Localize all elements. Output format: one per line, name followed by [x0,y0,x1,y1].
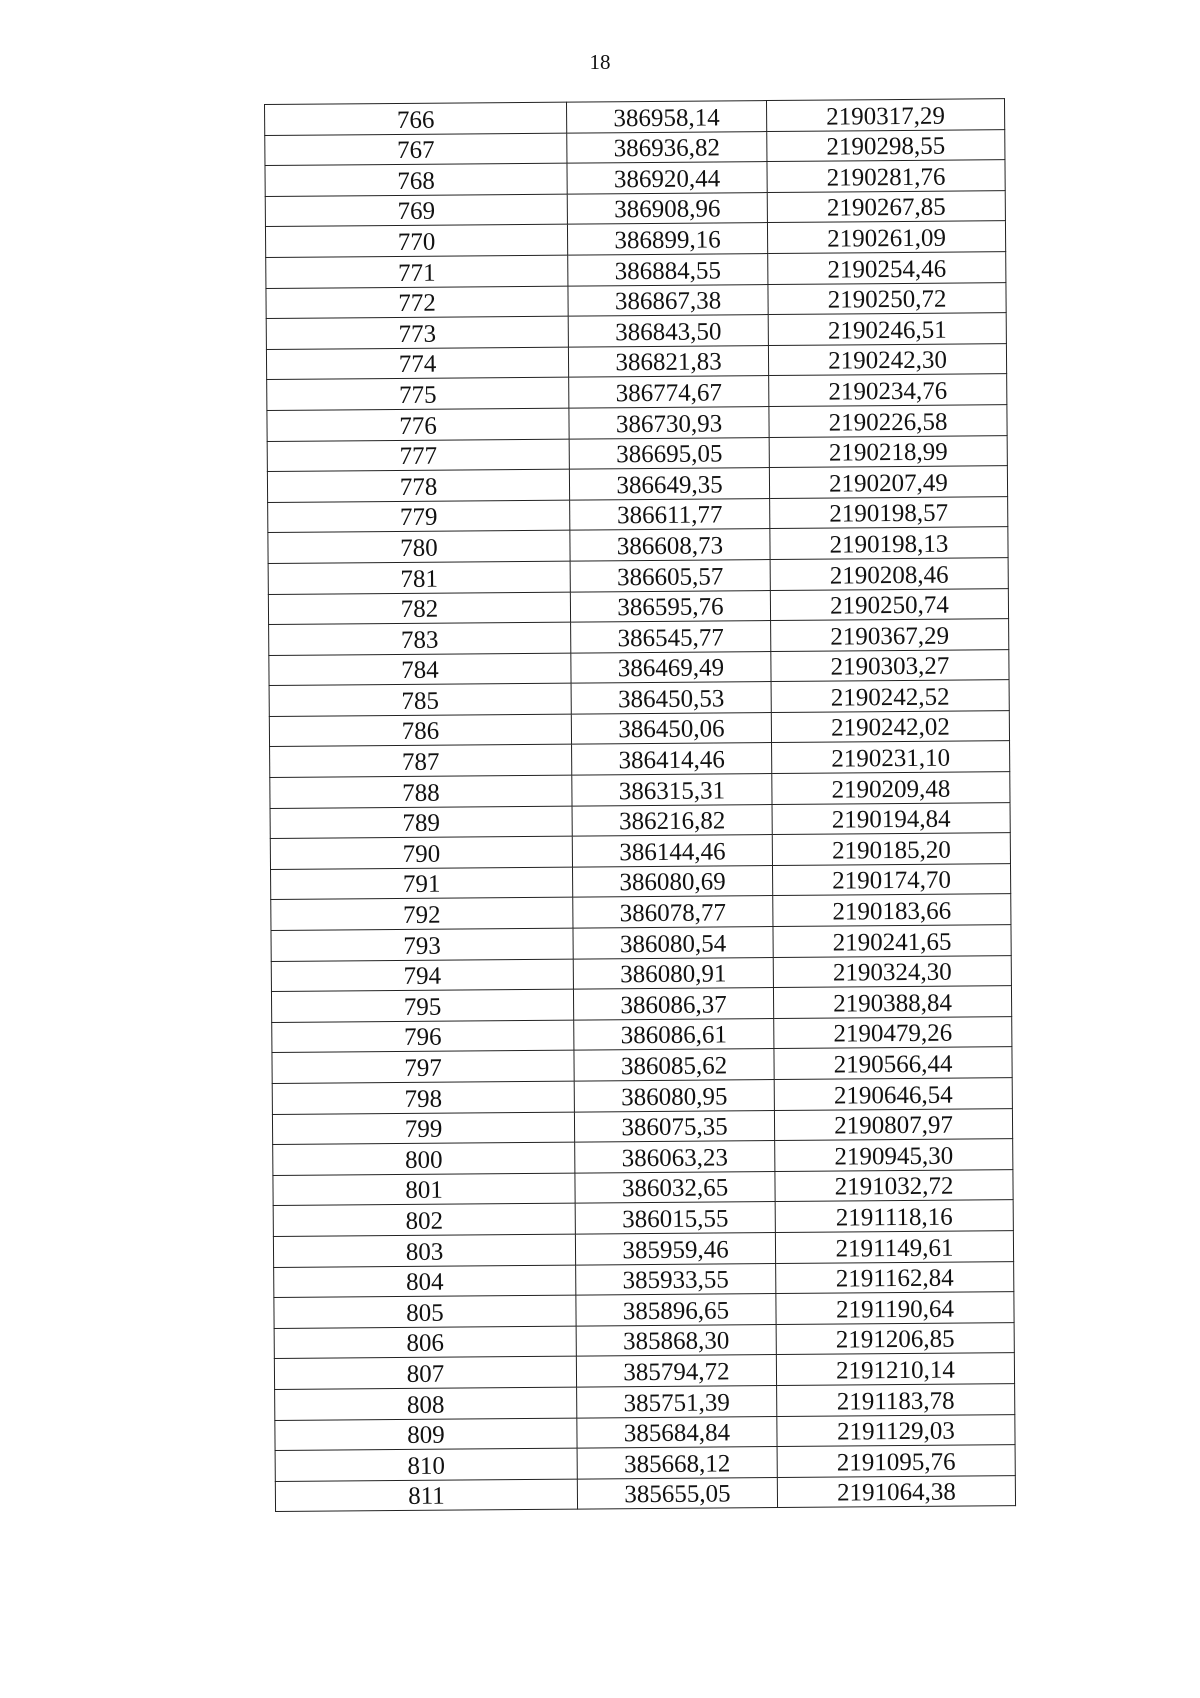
point-number-cell: 795 [271,989,573,1022]
y-coordinate-cell: 2190254,46 [768,252,1006,284]
x-coordinate-cell: 385668,12 [577,1447,777,1479]
table-row [268,496,1008,532]
y-coordinate-cell: 2191118,16 [775,1200,1013,1232]
x-coordinate-cell: 386867,38 [568,284,768,316]
x-coordinate-cell: 385933,55 [576,1263,776,1295]
point-number-cell: 798 [272,1081,574,1114]
table-row [267,435,1007,471]
y-coordinate-cell: 2190281,76 [767,160,1005,192]
y-coordinate-cell: 2190807,97 [774,1108,1012,1140]
x-coordinate-cell: 386821,83 [568,345,768,377]
y-coordinate-cell: 2191183,78 [777,1384,1015,1416]
y-coordinate-cell: 2190267,85 [767,190,1005,222]
y-coordinate-cell: 2190194,84 [772,802,1010,834]
point-number-cell: 770 [265,224,567,257]
y-coordinate-cell: 2190218,99 [769,435,1007,467]
point-number-cell: 808 [275,1387,577,1420]
point-number-cell: 785 [269,683,571,716]
y-coordinate-cell: 2190185,20 [772,833,1010,865]
x-coordinate-cell: 386144,46 [572,835,772,867]
point-number-cell: 791 [271,867,573,900]
point-number-cell: 809 [275,1418,577,1451]
point-number-cell: 778 [267,469,569,502]
x-coordinate-cell: 386080,91 [573,957,773,989]
table-row [272,1016,1012,1052]
x-coordinate-cell: 386611,77 [570,498,770,530]
x-coordinate-cell: 386695,05 [569,437,769,469]
y-coordinate-cell: 2190241,65 [773,925,1011,957]
x-coordinate-cell: 385751,39 [577,1385,777,1417]
x-coordinate-cell: 386774,67 [569,376,769,408]
y-coordinate-cell: 2190367,29 [771,619,1009,651]
y-coordinate-cell: 2191149,61 [775,1231,1013,1263]
x-coordinate-cell: 385868,30 [576,1324,776,1356]
table-row [272,1078,1012,1114]
table-row [270,802,1010,838]
x-coordinate-cell: 386315,31 [572,774,772,806]
point-number-cell: 768 [265,163,567,196]
y-coordinate-cell: 2190246,51 [768,313,1006,345]
point-number-cell: 802 [273,1203,575,1236]
point-number-cell: 797 [272,1051,574,1084]
x-coordinate-cell: 386649,35 [569,468,769,500]
x-coordinate-cell: 386899,16 [567,223,767,255]
table-row [269,680,1009,716]
table-row [273,1139,1013,1175]
y-coordinate-cell: 2190566,44 [774,1047,1012,1079]
table-row [274,1353,1014,1389]
x-coordinate-cell: 386595,76 [570,590,770,622]
table-row [265,160,1005,196]
y-coordinate-cell: 2191095,76 [777,1445,1015,1477]
table-row [267,405,1007,441]
coordinates-table [264,98,1016,1512]
page-number: 18 [589,50,611,74]
point-number-cell: 793 [271,928,573,961]
coordinates-table-body [265,99,1016,1512]
table-row [268,558,1008,594]
point-number-cell: 810 [275,1448,577,1481]
point-number-cell: 784 [269,653,571,686]
point-number-cell: 776 [267,408,569,441]
table-row [273,1231,1013,1267]
x-coordinate-cell: 386015,55 [575,1202,775,1234]
table-row [271,925,1011,961]
table-row [275,1475,1015,1511]
table-row [273,1169,1013,1205]
point-number-cell: 780 [268,530,570,563]
y-coordinate-cell: 2191064,38 [777,1475,1015,1507]
y-coordinate-cell: 2190646,54 [774,1078,1012,1110]
table-row [268,527,1008,563]
point-number-cell: 783 [269,622,571,655]
point-number-cell: 792 [271,898,573,931]
y-coordinate-cell: 2190198,13 [770,527,1008,559]
table-row [265,221,1005,257]
x-coordinate-cell: 386414,46 [572,743,772,775]
x-coordinate-cell: 386958,14 [566,101,766,133]
point-number-cell: 787 [270,745,572,778]
y-coordinate-cell: 2190242,30 [768,343,1006,375]
table-row [271,955,1011,991]
y-coordinate-cell: 2190242,52 [771,680,1009,712]
point-number-cell: 811 [275,1479,577,1512]
x-coordinate-cell: 386469,49 [571,651,771,683]
table-row [265,190,1005,226]
y-coordinate-cell: 2190388,84 [773,986,1011,1018]
x-coordinate-cell: 386075,35 [574,1110,774,1142]
x-coordinate-cell: 386080,95 [574,1080,774,1112]
x-coordinate-cell: 386216,82 [572,804,772,836]
table-row [266,313,1006,349]
x-coordinate-cell: 386920,44 [567,162,767,194]
y-coordinate-cell: 2190198,57 [770,496,1008,528]
x-coordinate-cell: 385959,46 [575,1232,775,1264]
y-coordinate-cell: 2190261,09 [767,221,1005,253]
point-number-cell: 805 [274,1295,576,1328]
y-coordinate-cell: 2190174,70 [772,864,1010,896]
y-coordinate-cell: 2191210,14 [776,1353,1014,1385]
point-number-cell: 781 [268,561,570,594]
x-coordinate-cell: 386450,06 [571,712,771,744]
point-number-cell: 807 [274,1356,576,1389]
table-row [266,343,1006,379]
point-number-cell: 779 [268,500,570,533]
point-number-cell: 790 [270,836,572,869]
y-coordinate-cell: 2190183,66 [773,894,1011,926]
point-number-cell: 786 [269,714,571,747]
x-coordinate-cell: 386086,37 [573,988,773,1020]
x-coordinate-cell: 386080,69 [573,865,773,897]
point-number-cell: 804 [274,1265,576,1298]
y-coordinate-cell: 2190242,02 [771,711,1009,743]
table-row [273,1200,1013,1236]
x-coordinate-cell: 386080,54 [573,927,773,959]
y-coordinate-cell: 2190208,46 [770,558,1008,590]
point-number-cell: 794 [271,959,573,992]
x-coordinate-cell: 386730,93 [569,406,769,438]
point-number-cell: 782 [268,592,570,625]
x-coordinate-cell: 386086,61 [574,1018,774,1050]
table-row [272,1047,1012,1083]
table-row [274,1322,1014,1358]
point-number-cell: 771 [266,255,568,288]
y-coordinate-cell: 2190250,72 [768,282,1006,314]
table-row [267,466,1007,502]
x-coordinate-cell: 386936,82 [567,131,767,163]
point-number-cell: 799 [272,1112,574,1145]
table-row [270,772,1010,808]
x-coordinate-cell: 386450,53 [571,682,771,714]
point-number-cell: 772 [266,286,568,319]
y-coordinate-cell: 2190317,29 [766,99,1004,131]
x-coordinate-cell: 386545,77 [571,621,771,653]
x-coordinate-cell: 385896,65 [576,1294,776,1326]
table-row [271,864,1011,900]
y-coordinate-cell: 2190209,48 [772,772,1010,804]
table-row [272,1108,1012,1144]
y-coordinate-cell: 2190324,30 [773,955,1011,987]
table-row [270,741,1010,777]
table-row [275,1384,1015,1420]
table-row [265,99,1005,135]
x-coordinate-cell: 386843,50 [568,315,768,347]
table-row [275,1414,1015,1450]
point-number-cell: 769 [265,194,567,227]
table-row [266,282,1006,318]
x-coordinate-cell: 386908,96 [567,192,767,224]
point-number-cell: 803 [273,1234,575,1267]
x-coordinate-cell: 386063,23 [575,1141,775,1173]
point-number-cell: 766 [265,102,567,135]
table-row [271,894,1011,930]
point-number-cell: 788 [270,775,572,808]
table-row [275,1445,1015,1481]
table-row [274,1261,1014,1297]
table-row [269,649,1009,685]
y-coordinate-cell: 2191206,85 [776,1322,1014,1354]
point-number-cell: 773 [266,316,568,349]
y-coordinate-cell: 2190479,26 [774,1016,1012,1048]
point-number-cell: 796 [272,1020,574,1053]
y-coordinate-cell: 2190945,30 [775,1139,1013,1171]
table-row [271,986,1011,1022]
table-row [269,711,1009,747]
table-row [268,588,1008,624]
x-coordinate-cell: 385655,05 [577,1477,777,1509]
table-row [265,129,1005,165]
x-coordinate-cell: 385794,72 [576,1355,776,1387]
y-coordinate-cell: 2191190,64 [776,1292,1014,1324]
y-coordinate-cell: 2190231,10 [772,741,1010,773]
point-number-cell: 801 [273,1173,575,1206]
y-coordinate-cell: 2190226,58 [769,405,1007,437]
x-coordinate-cell: 386884,55 [568,254,768,286]
y-coordinate-cell: 2190234,76 [769,374,1007,406]
table-row [267,374,1007,410]
point-number-cell: 775 [267,377,569,410]
y-coordinate-cell: 2190250,74 [770,588,1008,620]
x-coordinate-cell: 386078,77 [573,896,773,928]
y-coordinate-cell: 2190207,49 [769,466,1007,498]
x-coordinate-cell: 385684,84 [577,1416,777,1448]
x-coordinate-cell: 386085,62 [574,1049,774,1081]
y-coordinate-cell: 2190298,55 [767,129,1005,161]
point-number-cell: 800 [273,1142,575,1175]
y-coordinate-cell: 2190303,27 [771,649,1009,681]
y-coordinate-cell: 2191032,72 [775,1169,1013,1201]
table-row [274,1292,1014,1328]
table-row [270,833,1010,869]
point-number-cell: 774 [266,347,568,380]
x-coordinate-cell: 386032,65 [575,1171,775,1203]
x-coordinate-cell: 386605,57 [570,559,770,591]
table-row [269,619,1009,655]
y-coordinate-cell: 2191129,03 [777,1414,1015,1446]
x-coordinate-cell: 386608,73 [570,529,770,561]
table-row [266,252,1006,288]
point-number-cell: 806 [274,1326,576,1359]
point-number-cell: 767 [265,133,567,166]
point-number-cell: 777 [267,439,569,472]
point-number-cell: 789 [270,806,572,839]
y-coordinate-cell: 2191162,84 [776,1261,1014,1293]
